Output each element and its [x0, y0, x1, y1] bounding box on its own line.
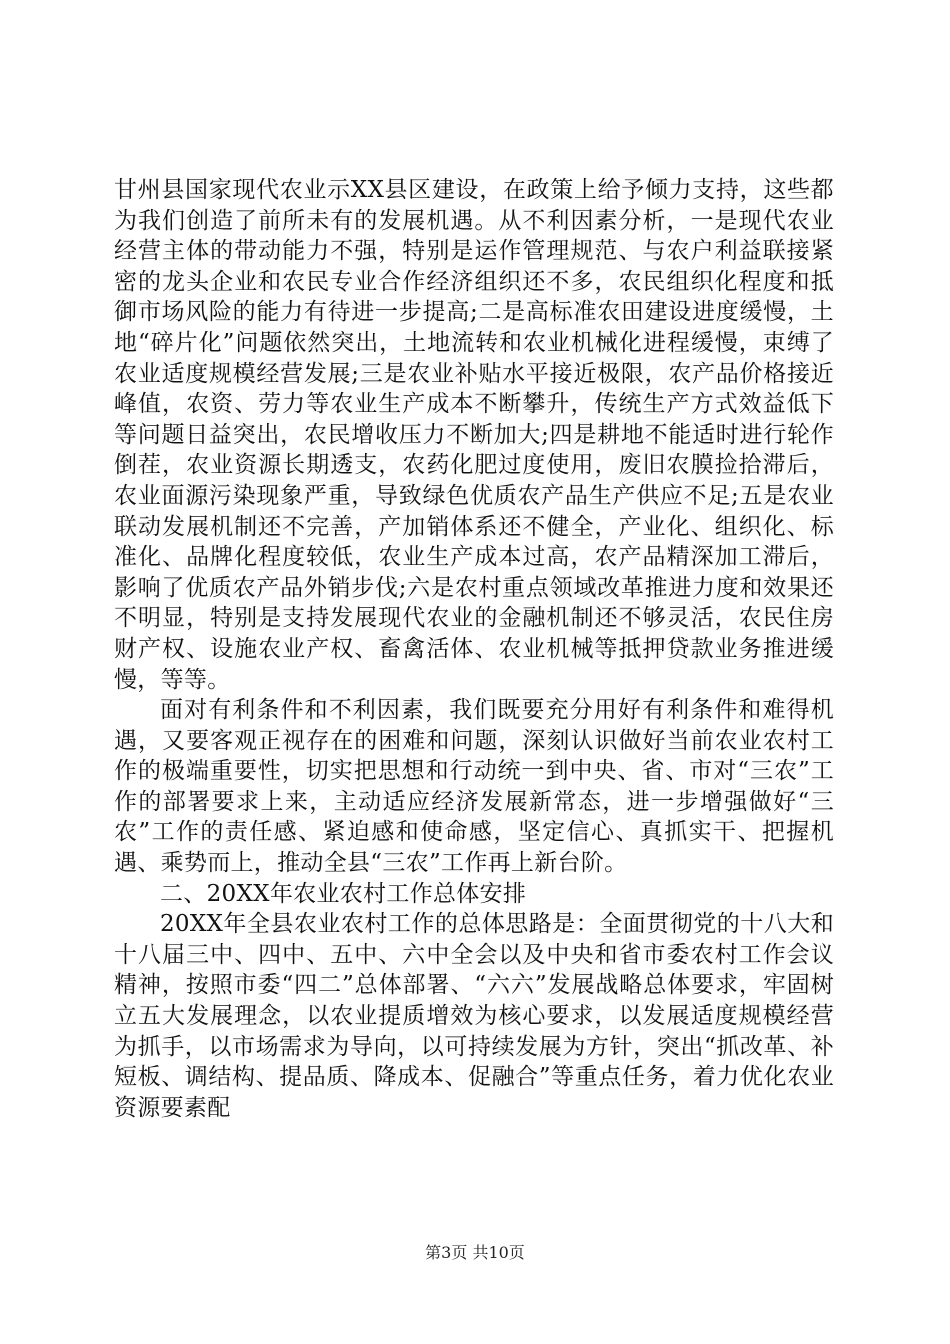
- paragraph-response: 面对有利条件和不利因素，我们既要充分用好有利条件和难得机遇，又要客观正视存在的困难和问题，深刻认识做好当前农业农村工作的极端重要性，切实把思想和行动统一到中央、省、市对“三农”工作的部署要求上来，主动适应经济发展新常态，进一步增强做好“三农”工作的责任感、紧迫感和使命感，坚定信心、真抓实干、把握机遇、乘势而上，推动全县“三农”工作再上新台阶。: [114, 697, 834, 877]
- paragraph-overall-approach: 20XX年全县农业农村工作的总体思路是：全面贯彻党的十八大和十八届三中、四中、五中、六中全会以及中央和省市委农村工作会议精神，按照市委“四二”总体部署、“六六”发展战略总体要求，牢固树立五大发展理念，以农业提质增效为核心要求，以发展适度规模经营为抓手，以市场需求为导向，以可持续发展为方针，突出“抓改革、补短板、调结构、提品质、降成本、促融合”等重点任务，着力优化农业资源要素配: [114, 911, 834, 1121]
- page-footer: 第3页 共10页: [425, 1243, 525, 1262]
- paragraph-continuation: 甘州县国家现代农业示XX县区建设，在政策上给予倾力支持，这些都为我们创造了前所未有的发展机遇。从不利因素分析，一是现代农业经营主体的带动能力不强，特别是运作管理规范、与农户利益联接紧密的龙头企业和农民专业合作经济组织还不多，农民组织化程度和抵御市场风险的能力有待进一步提高;二是高标准农田建设进度缓慢，土地“碎片化”问题依然突出，土地流转和农业机械化进程缓慢，束缚了农业适度规模经营发展;三是农业补贴水平接近极限，农产品价格接近峰值，农资、劳力等农业生产成本不断攀升，传统生产方式效益低下等问题日益突出，农民增收压力不断加大;四是耕地不能适时进行轮作倒茬，农业资源长期透支，农药化肥过度使用，废旧农膜捡拾滞后，农业面源污染现象严重，导致绿色优质农产品生产供应不足;五是农业联动发展机制还不完善，产加销体系还不健全，产业化、组织化、标准化、品牌化程度较低，农业生产成本过高，农产品精深加工滞后，影响了优质农产品外销步伐;六是农村重点领域改革推进力度和效果还不明显，特别是支持发展现代农业的金融机制还不够灵活，农民住房财产权、设施农业产权、畜禽活体、农业机械等抵押贷款业务推进缓慢，等等。: [114, 177, 834, 693]
- section-heading: 二、20XX年农业农村工作总体安排: [160, 880, 527, 907]
- document-body: [114, 175, 834, 1123]
